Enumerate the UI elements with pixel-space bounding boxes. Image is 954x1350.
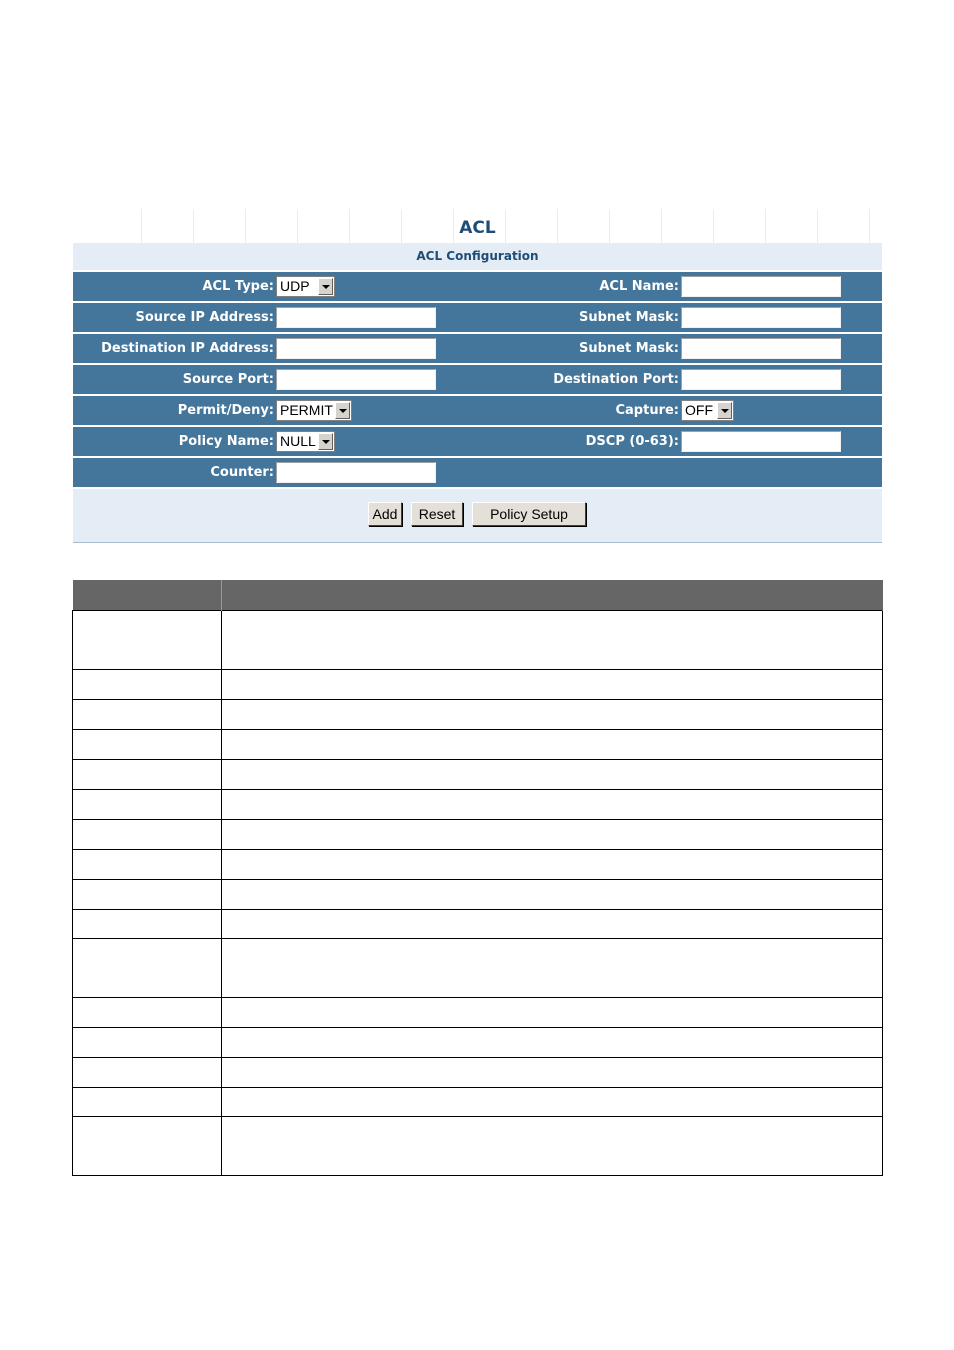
chevron-down-icon[interactable] [318, 278, 333, 295]
form-row-acl-type [73, 272, 882, 301]
table-row [73, 760, 883, 790]
table-row [73, 1058, 883, 1088]
capture-label: Capture: [615, 403, 679, 418]
dscp-input[interactable] [681, 431, 841, 452]
table-row [73, 850, 883, 880]
source-port-input[interactable] [276, 369, 436, 390]
policy-name-select[interactable] [276, 431, 335, 452]
table-row [73, 1028, 883, 1058]
description-table [72, 580, 883, 1176]
page-title: ACL [459, 218, 496, 238]
destination-subnet-mask-input[interactable] [681, 338, 841, 359]
permit-deny-select[interactable] [276, 400, 352, 421]
destination-port-label: Destination Port: [553, 372, 679, 387]
table-row [73, 910, 883, 939]
acl-name-label: ACL Name: [599, 279, 679, 294]
table-row [73, 790, 883, 820]
table-header-cell [221, 580, 883, 611]
form-row-destination-ip [73, 334, 882, 363]
acl-type-label: ACL Type: [202, 279, 274, 294]
form-row-permit-capture [73, 396, 882, 425]
section-subtitle: ACL Configuration [73, 243, 882, 270]
permit-deny-label: Permit/Deny: [177, 403, 274, 418]
form-row-counter [73, 458, 882, 487]
counter-label: Counter: [210, 465, 274, 480]
destination-ip-label: Destination IP Address: [101, 341, 274, 356]
source-ip-label: Source IP Address: [135, 310, 274, 325]
table-row [73, 670, 883, 700]
destination-port-input[interactable] [681, 369, 841, 390]
table-row [73, 880, 883, 910]
chevron-down-icon[interactable] [717, 402, 732, 419]
table-row [73, 820, 883, 850]
table-row [73, 730, 883, 760]
form-row-policy-dscp [73, 427, 882, 456]
policy-setup-button[interactable]: Policy Setup [472, 502, 586, 526]
subnet-mask-label: Subnet Mask: [578, 310, 679, 325]
table-row [73, 998, 883, 1028]
table-row [73, 939, 883, 998]
acl-type-select[interactable] [276, 276, 335, 297]
acl-name-input[interactable] [681, 276, 841, 297]
title-strip [73, 209, 882, 243]
chevron-down-icon[interactable] [318, 433, 333, 450]
table-header-row [73, 580, 883, 611]
reset-button[interactable]: Reset [411, 502, 463, 526]
destination-ip-input[interactable] [276, 338, 436, 359]
counter-input[interactable] [276, 462, 436, 483]
acl-type-value: UDP [280, 278, 310, 294]
permit-deny-value: PERMIT [280, 402, 333, 418]
table-header-cell [73, 580, 222, 611]
form-row-source-ip [73, 303, 882, 332]
form-row-ports [73, 365, 882, 394]
chevron-down-icon[interactable] [335, 402, 350, 419]
policy-name-value: NULL [280, 433, 316, 449]
policy-name-label: Policy Name: [178, 434, 274, 449]
source-port-label: Source Port: [182, 372, 274, 387]
add-button[interactable]: Add [368, 502, 402, 526]
source-subnet-mask-input[interactable] [681, 307, 841, 328]
table-row [73, 611, 883, 670]
acl-panel [73, 209, 882, 543]
capture-value: OFF [685, 402, 713, 418]
table-row [73, 1088, 883, 1117]
button-bar [73, 489, 882, 543]
dscp-label: DSCP (0-63): [585, 434, 679, 449]
table-row [73, 1117, 883, 1176]
capture-select[interactable] [681, 400, 734, 421]
subnet-mask-2-label: Subnet Mask: [578, 341, 679, 356]
source-ip-input[interactable] [276, 307, 436, 328]
table-row [73, 700, 883, 730]
